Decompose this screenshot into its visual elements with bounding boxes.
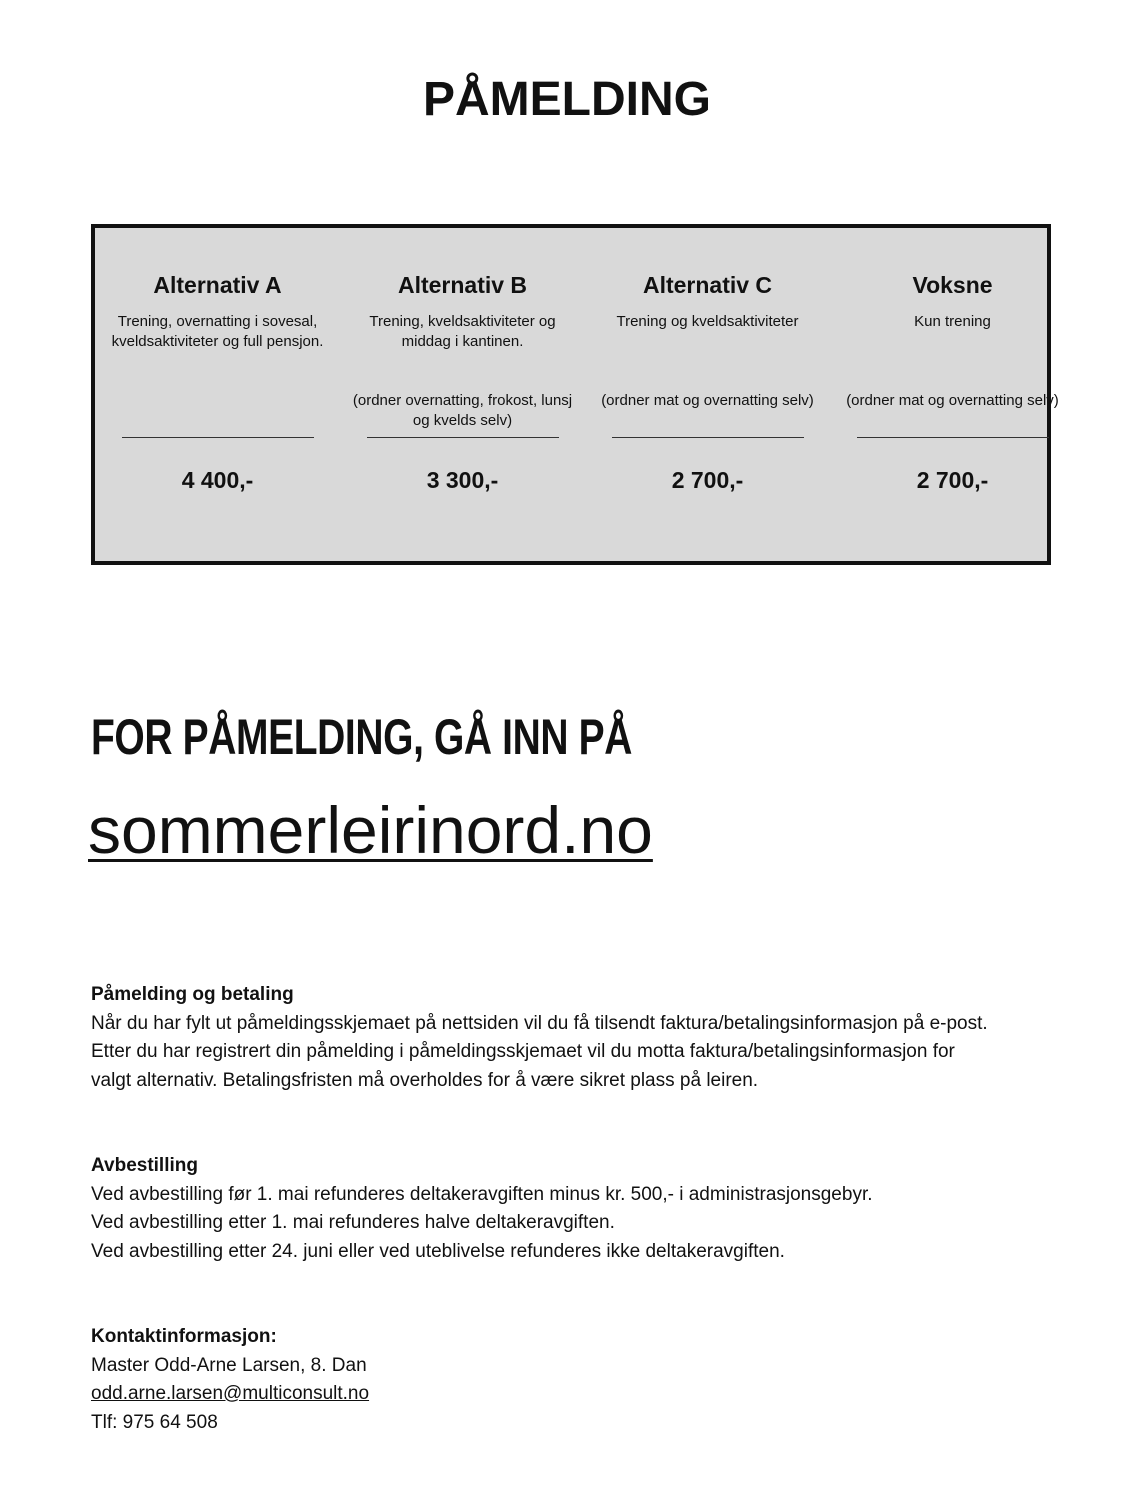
cancellation-section <box>91 1152 1071 1266</box>
option-description: Kun trening <box>914 313 991 330</box>
payment-line: valgt alternativ. Betalingsfristen må overholdes for å være sikret plass på leiren. <box>91 1069 759 1091</box>
payment-line: Etter du har registrert din påmelding i påmeldingsskjemaet vil du motta faktura/betalingsinformasjon for <box>91 1041 955 1062</box>
option-a <box>95 268 340 548</box>
option-name: Alternativ C <box>642 272 773 298</box>
payment-section <box>91 981 1071 1095</box>
option-divider <box>857 437 1049 438</box>
option-divider <box>367 437 559 438</box>
option-price: 4 400,- <box>181 467 254 493</box>
option-description: Trening og kveldsaktiviteter <box>616 313 799 330</box>
price-options-box <box>91 224 1059 565</box>
contact-name: Master Odd-Arne Larsen, 8. Dan <box>91 1354 367 1376</box>
contact-phone: Tlf: 975 64 508 <box>91 1411 218 1433</box>
option-note <box>95 391 340 435</box>
option-note: (ordner overnatting, frokost, lunsj og kvelds selv) <box>352 392 573 429</box>
signup-heading: FOR PÅMELDING, GÅ INN PÅ <box>91 709 632 765</box>
option-name: Alternativ B <box>397 272 528 298</box>
option-description: Trening, kveldsaktiviteter og middag i kantinen. <box>369 313 556 350</box>
contact-email-link[interactable]: odd.arne.larsen@multiconsult.no <box>91 1383 370 1404</box>
option-name: Voksne <box>912 272 993 298</box>
signup-website-link[interactable]: sommerleirinord.no <box>88 793 653 867</box>
payment-line: Når du har fylt ut påmeldingsskjemaet på nettsiden vil du få tilsendt faktura/betalingsinformasjon på e-post. <box>91 1012 988 1034</box>
cancellation-heading: Avbestilling <box>91 1155 198 1176</box>
cancellation-line: Ved avbestilling etter 24. juni eller ved uteblivelse refunderes ikke deltakeravgiften. <box>91 1240 785 1262</box>
option-note: (ordner mat og overnatting selv) <box>846 392 1059 409</box>
payment-heading: Påmelding og betaling <box>91 984 294 1005</box>
option-price: 3 300,- <box>426 467 499 493</box>
option-name: Alternativ A <box>153 272 282 298</box>
cancellation-line: Ved avbestilling etter 1. mai refunderes halve deltakeravgiften. <box>91 1212 615 1233</box>
option-price: 2 700,- <box>671 467 744 493</box>
cancellation-line: Ved avbestilling før 1. mai refunderes deltakeravgiften minus kr. 500,- i administrasjonsgebyr. <box>91 1183 873 1205</box>
option-price: 2 700,- <box>916 467 989 493</box>
option-adults <box>830 268 1075 548</box>
option-c <box>585 268 830 548</box>
contact-section <box>91 1323 1071 1437</box>
option-divider <box>612 437 804 438</box>
page-title: PÅMELDING <box>423 73 711 126</box>
option-note: (ordner mat og overnatting selv) <box>601 392 814 409</box>
option-description: Trening, overnatting i sovesal, kveldsaktiviteter og full pensjon. <box>111 313 324 350</box>
contact-heading: Kontaktinformasjon: <box>91 1326 277 1347</box>
option-b <box>340 268 585 548</box>
option-divider <box>122 437 314 438</box>
